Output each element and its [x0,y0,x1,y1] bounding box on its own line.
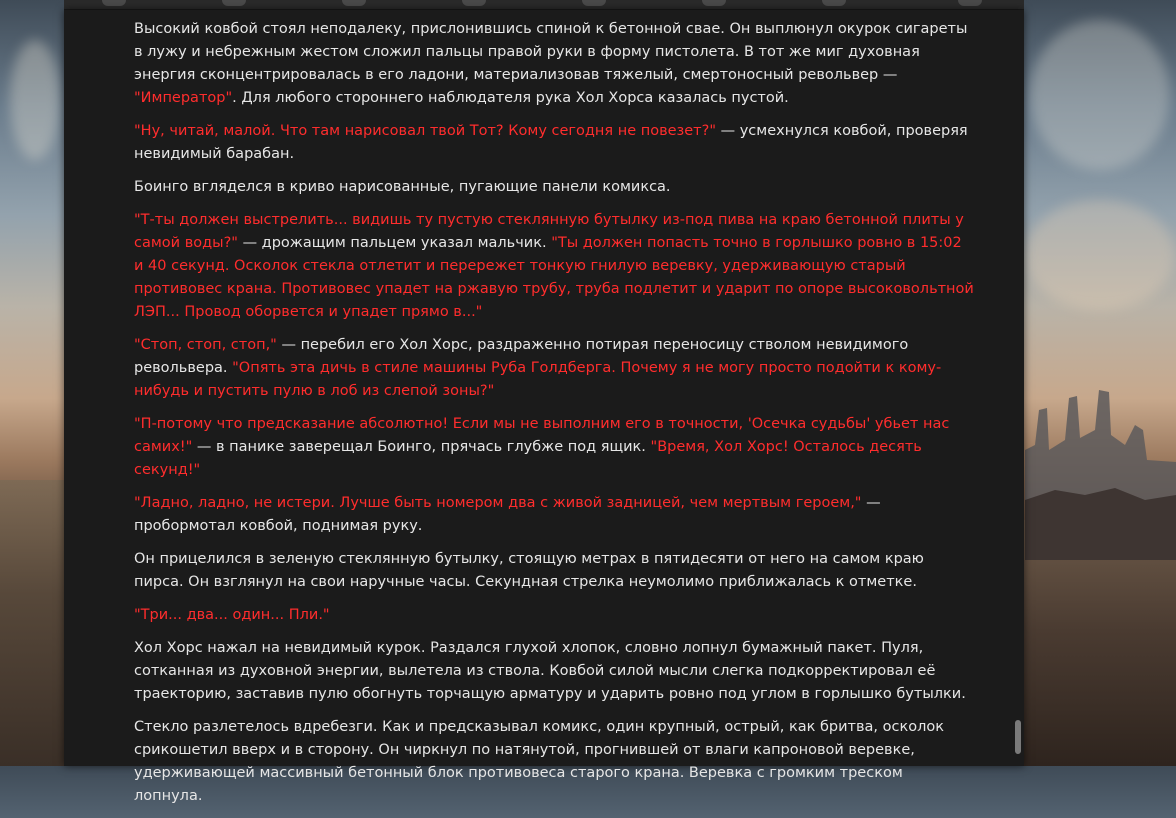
cloud-right-mid [1025,200,1175,310]
cloud-right-top [1030,20,1170,170]
narration-text: Высокий ковбой стоял неподалеку, прислонившись спиной к бетонной свае. Он выплюнул окурок сигареты в лужу и небрежным жестом сложил пальцы правой руки в форму пистолета. В тот же миг духовная энергия сконцентрировалась в его ладони, материализовав тяжелый, смертоносный револьвер — [134,21,968,83]
paragraph [134,548,974,594]
paragraph [134,413,974,482]
ruins-silhouette [1025,390,1176,560]
share-icon[interactable] [822,0,846,6]
scrollbar[interactable] [1012,10,1024,766]
dialogue-text: "П-потому что предсказание абсолютно! Если мы не выполним его в точности, 'Осечка судьбы' убьет нас самих!" [134,416,950,455]
paragraph [134,176,974,199]
text-size-icon[interactable] [462,0,486,6]
dialogue-text: "Опять эта дичь в стиле машины Руба Голдберга. Почему я не могу просто подойти к кому-нибудь и пустить пулю в лоб из слепой зоны?" [134,360,942,399]
narration-text: Стекло разлетелось вдребезги. Как и предсказывал комикс, один крупный, острый, как бритва, осколок срикошетил вверх и в сторону. Он чиркнул по натянутой, прогнившей от влаги капроновой веревке, удерживающей массивный бетонный блок противовеса старого крана. Веревка с громким треском лопнула. [134,719,945,804]
scrollbar-thumb[interactable] [1015,720,1021,754]
dialogue-text: "Ты должен попасть точно в горлышко ровно в 15:02 и 40 секунд. Осколок стекла отлетит и перережет тонкую гнилую веревку, удерживающую старый противовес крана. Противовес упадет на ржавую трубу, труба подлетит и ударит по опоре высоковольтной ЛЭП... Провод оборвется и упадет прямо в..." [134,235,974,320]
narration-text: Хол Хорс нажал на невидимый курок. Раздался глухой хлопок, словно лопнул бумажный пакет. Пуля, сотканная из духовной энергии, вылетела из ствола. Ковбой силой мысли слегка подкорректировал её траекторию, заставив пулю обогнуть торчащую арматуру и ударить ровно под углом в горлышко бутылки. [134,640,966,702]
dialogue-text: "Стоп, стоп, стоп," [134,337,277,353]
settings-icon[interactable] [342,0,366,6]
narration-text: — пробормотал ковбой, поднимая руку. [134,495,881,534]
paragraph [134,120,974,166]
cloud-left [10,40,60,160]
bookmark-icon[interactable] [222,0,246,6]
reader-panel [64,10,1024,804]
paragraph [134,716,974,808]
paragraph [134,604,974,627]
narration-text: — в панике заверещал Боинго, прячась глубже под ящик. [192,439,651,455]
narration-text: Он прицелился в зеленую стеклянную бутылку, стоящую метрах в пятидесяти от него на самом краю пирса. Он взглянул на свои наручные часы. Секундная стрелка неумолимо приближалась к отметке. [134,551,924,590]
dialogue-text: "Время, Хол Хорс! Осталось десять секунд!" [134,439,922,478]
ground-left [0,480,70,766]
paragraph [134,492,974,538]
menu-icon[interactable] [102,0,126,6]
theme-icon[interactable] [582,0,606,6]
paragraph [134,18,974,110]
narration-text: — перебил его Хол Хорс, раздраженно потирая переносицу стволом невидимого револьвера. [134,337,909,376]
narration-text: — дрожащим пальцем указал мальчик. [237,235,552,251]
chapter-text [134,18,974,818]
dialogue-text: "Три... два... один... Пли." [134,607,330,623]
paragraph [134,209,974,324]
narration-text: — усмехнулся ковбой, проверяя невидимый барабан. [134,123,968,162]
paragraph [134,637,974,706]
reader-toolbar [64,0,1024,10]
dialogue-text: "Император" [134,90,233,106]
dialogue-text: "Ладно, ладно, не истери. Лучше быть номером два с живой задницей, чем мертвым героем," [134,495,862,511]
dialogue-text: "Ну, читай, малой. Что там нарисовал твой Тот? Кому сегодня не повезет?" [134,123,716,139]
chapters-icon[interactable] [702,0,726,6]
narration-text: . Для любого стороннего наблюдателя рука Хол Хорса казалась пустой. [232,90,789,106]
close-icon[interactable] [958,0,982,6]
narration-text: Боинго вгляделся в криво нарисованные, пугающие панели комикса. [134,179,671,195]
paragraph [134,334,974,403]
dialogue-text: "Т-ты должен выстрелить... видишь ту пустую стеклянную бутылку из-под пива на краю бетонной плиты у самой воды?" [134,212,964,251]
